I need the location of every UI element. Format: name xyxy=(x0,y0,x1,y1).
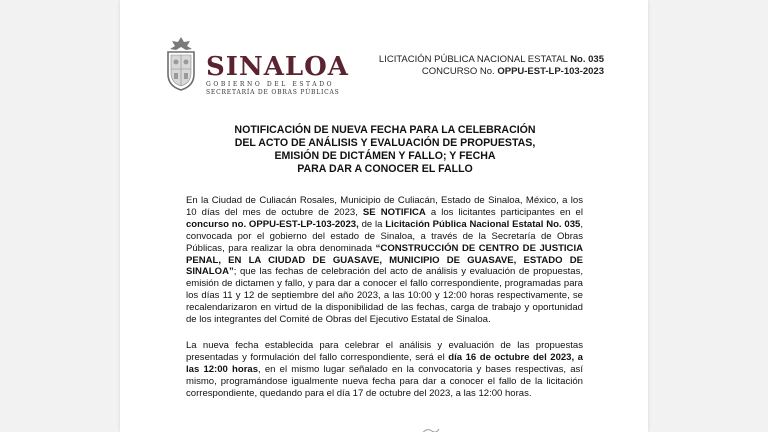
brand-name: SINALOA xyxy=(206,52,349,82)
state-coat-of-arms-icon xyxy=(164,36,198,92)
text-run: En la Ciudad de Culiacán Rosales, Municipio de Culiacán, Estado de Sinaloa, México, a los 10 días del mes de octubre de 2023, xyxy=(186,195,583,218)
bold-run: SE NOTIFICA xyxy=(362,206,426,218)
title-line: PARA DAR A CONOCER EL FALLO xyxy=(297,163,473,175)
bold-run: concurso no. OPPU-EST-LP-103-2023, xyxy=(186,218,359,230)
document-title xyxy=(180,124,590,176)
text-run: de la xyxy=(358,218,386,230)
document-body xyxy=(186,195,583,414)
paragraph-new-date xyxy=(186,340,583,400)
licitacion-label: LICITACIÓN PÚBLICA NACIONAL ESTATAL xyxy=(378,54,568,65)
brand-government-label: GOBIERNO DEL ESTADO xyxy=(206,81,335,88)
brand-secretariat-label: SECRETARÍA DE OBRAS PÚBLICAS xyxy=(206,89,340,96)
title-line: EMISIÓN DE DICTÁMEN Y FALLO; Y FECHA xyxy=(274,150,496,162)
reference-block xyxy=(379,54,604,78)
signature-mark-icon xyxy=(420,426,440,432)
letterhead xyxy=(164,32,604,104)
text-run: a los licitantes participantes en el xyxy=(425,206,583,218)
licitacion-line xyxy=(379,54,604,66)
concurso-number: OPPU-EST-LP-103-2023 xyxy=(497,66,604,77)
concurso-line xyxy=(379,66,604,78)
licitacion-number: 035 xyxy=(588,54,604,65)
brand-block xyxy=(206,54,349,97)
bold-run: Licitación Pública Nacional Estatal No. 035 xyxy=(385,218,581,230)
text-run: , en el mismo lugar señalado en la convocatoria y bases respectivas, así mismo, programándose igualmente nueva fecha para dar a conocer el fallo de la licitación correspondiente, quedando para el día 17 de octubre del 2023, a las 12:00 horas. xyxy=(186,363,583,399)
concurso-label: CONCURSO No. xyxy=(421,66,495,77)
paragraph-notification xyxy=(186,195,583,326)
bold-run: día 16 de octubre del 2023, a las 12:00 horas xyxy=(186,351,583,375)
text-run: ; que las fechas de celebración del acto de análisis y evaluación de propuestas, emisión de dictamen y fallo, y para dar a conocer el fallo correspondiente, programadas para los días 11 y 12 de septiembre del año 2023, a las 10:00 y 12:00 horas respectivamente, se recalendarizaron en virtud de la disponibilidad de las fechas, carga de trabajo y oportunidad de los integrantes del Comité de Obras del Ejecutivo Estatal de Sinaloa. xyxy=(186,266,583,326)
text-run: , convocada por el gobierno del estado de Sinaloa, a través de la Secretaría de Obras Públicas, para realizar la obra denominada xyxy=(186,218,583,254)
title-line: NOTIFICACIÓN DE NUEVA FECHA PARA LA CELEBRACIÓN xyxy=(234,124,536,136)
licitacion-no-prefix: No. xyxy=(570,54,586,65)
document-page xyxy=(120,0,648,432)
title-line: DEL ACTO DE ANÁLISIS Y EVALUACIÓN DE PROPUESTAS, xyxy=(234,137,536,149)
text-run: La nueva fecha establecida para celebrar el análisis y evaluación de las propuestas presentadas y formulación del fallo correspondiente, será el xyxy=(186,339,583,363)
bold-run: “CONSTRUCCIÓN DE CENTRO DE JUSTICIA PENAL, EN LA CIUDAD DE GUASAVE, MUNICIPIO DE GUASAVE, ESTADO DE SINALOA” xyxy=(186,242,583,278)
